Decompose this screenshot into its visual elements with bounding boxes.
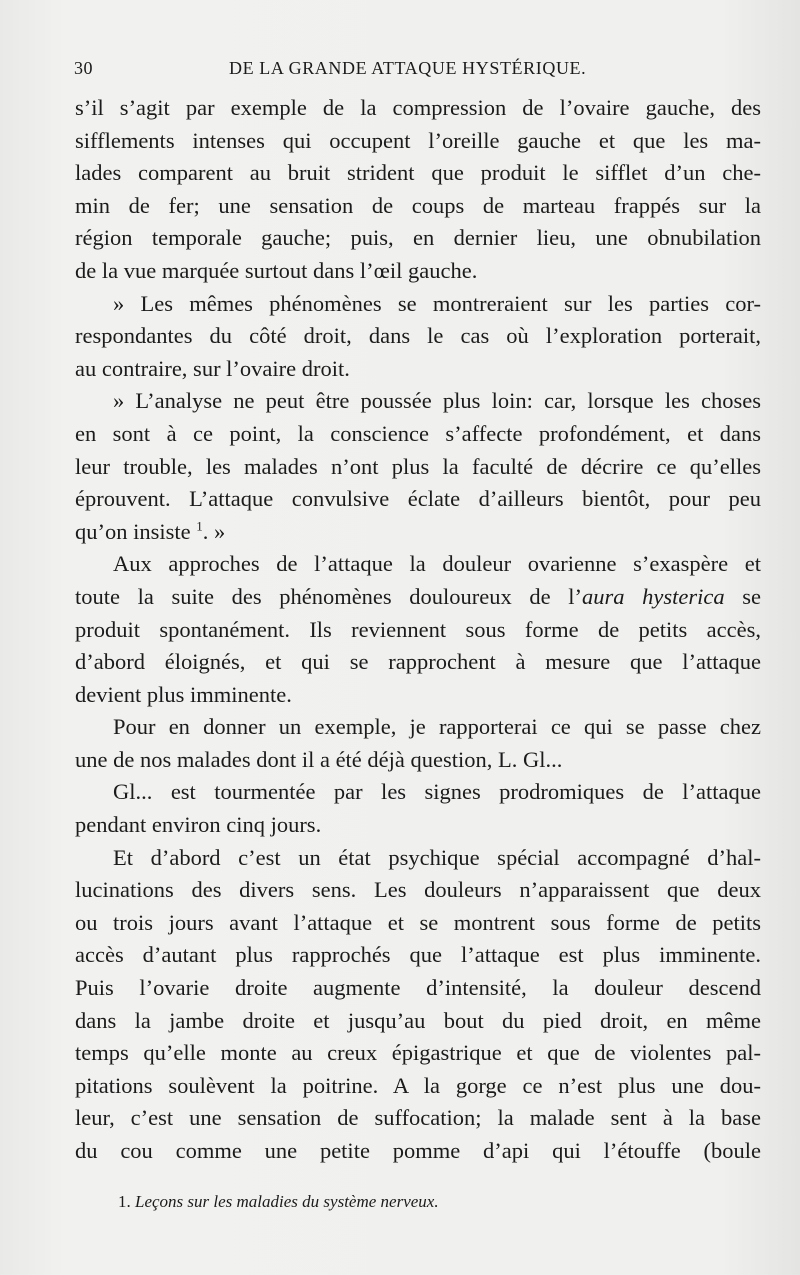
- text-line: pendant environ cinq jours.: [75, 812, 322, 838]
- text-span: se: [724, 583, 761, 609]
- footnote-marker: 1: [196, 518, 203, 534]
- text-line: d’abord éloignés, et qui se rapprochent à mesure que l’attaque: [75, 649, 761, 675]
- text-line: Et d’abord c’est un état psychique spécial accompagné d’hal-: [113, 844, 761, 870]
- text-line: au contraire, sur l’ovaire droit.: [75, 355, 350, 381]
- text-line: » Les mêmes phénomènes se montreraient sur les parties cor-: [113, 290, 761, 316]
- text-line: région temporale gauche; puis, en dernier lieu, une obnubilation: [75, 225, 761, 251]
- paragraph-7: [75, 842, 761, 1168]
- paragraph-2: [75, 288, 761, 386]
- text-line: Gl... est tourmentée par les signes prodromiques de l’attaque: [113, 779, 761, 805]
- text-line: temps qu’elle monte au creux épigastrique et que de violentes pal-: [75, 1040, 761, 1066]
- paragraph-3: [75, 385, 761, 548]
- text-span: . »: [202, 518, 226, 544]
- text-line: en sont à ce point, la conscience s’affecte profondément, et dans: [75, 420, 761, 446]
- text-line: respondantes du côté droit, dans le cas où l’exploration porterait,: [75, 323, 761, 349]
- footnote-text: Leçons sur les maladies du système nerveux.: [135, 1192, 439, 1211]
- text-span: qu’on insiste: [75, 518, 197, 544]
- text-line: min de fer; une sensation de coups de marteau frappés sur la: [75, 192, 761, 218]
- page-number: 30: [74, 58, 93, 78]
- text-line: Aux approches de l’attaque la douleur ovarienne s’exaspère et: [113, 551, 761, 577]
- text-line: s’il s’agit par exemple de la compression de l’ovaire gauche, des: [75, 95, 761, 120]
- text-line: sifflements intenses qui occupent l’oreille gauche et que les ma-: [75, 127, 761, 153]
- running-head: [74, 58, 754, 82]
- paragraph-6: [75, 776, 761, 841]
- italic-term: aura hysterica: [582, 583, 725, 609]
- text-line: du cou comme une petite pomme d’api qui l’étouffe (boule: [75, 1138, 761, 1163]
- body-text: [75, 92, 761, 1168]
- paragraph-5: [75, 711, 761, 776]
- text-line: » L’analyse ne peut être poussée plus loin: car, lorsque les choses: [113, 388, 761, 414]
- text-line: de la vue marquée surtout dans l’œil gauche.: [75, 257, 478, 283]
- text-line: lades comparent au bruit strident que produit le sifflet d’un che-: [75, 160, 761, 186]
- text-line: produit spontanément. Ils reviennent sous forme de petits accès,: [75, 616, 761, 642]
- paragraph-1: [75, 92, 761, 288]
- text-line: Pour en donner un exemple, je rapporterai ce qui se passe chez: [113, 714, 761, 740]
- text-line: Puis l’ovarie droite augmente d’intensité, la douleur descend: [75, 975, 761, 1001]
- footnote-number: 1.: [118, 1192, 131, 1211]
- text-line: ou trois jours avant l’attaque et se montrent sous forme de petits: [75, 909, 761, 935]
- text-line: lucinations des divers sens. Les douleurs n’apparaissent que deux: [75, 877, 761, 903]
- text-line: accès d’autant plus rapprochés que l’attaque est plus imminente.: [75, 942, 761, 968]
- text-line: [75, 581, 761, 614]
- text-line: éprouvent. L’attaque convulsive éclate d’ailleurs bientôt, pour peu: [75, 486, 761, 512]
- running-title: DE LA GRANDE ATTAQUE HYSTÉRIQUE.: [229, 58, 587, 78]
- footnote: [118, 1192, 758, 1212]
- text-line: pitations soulèvent la poitrine. A la gorge ce n’est plus une dou-: [75, 1072, 761, 1098]
- text-line: une de nos malades dont il a été déjà question, L. Gl...: [75, 746, 563, 772]
- text-line: leur trouble, les malades n’ont plus la faculté de décrire ce qu’elles: [75, 453, 761, 479]
- paragraph-4: [75, 548, 761, 711]
- text-line: leur, c’est une sensation de suffocation; la malade sent à la base: [75, 1105, 761, 1131]
- text-line: devient plus imminente.: [75, 681, 292, 707]
- text-span: toute la suite des phénomènes douloureux de l’: [75, 583, 583, 609]
- text-line: [75, 516, 761, 549]
- text-line: dans la jambe droite et jusqu’au bout du pied droit, en même: [75, 1007, 761, 1033]
